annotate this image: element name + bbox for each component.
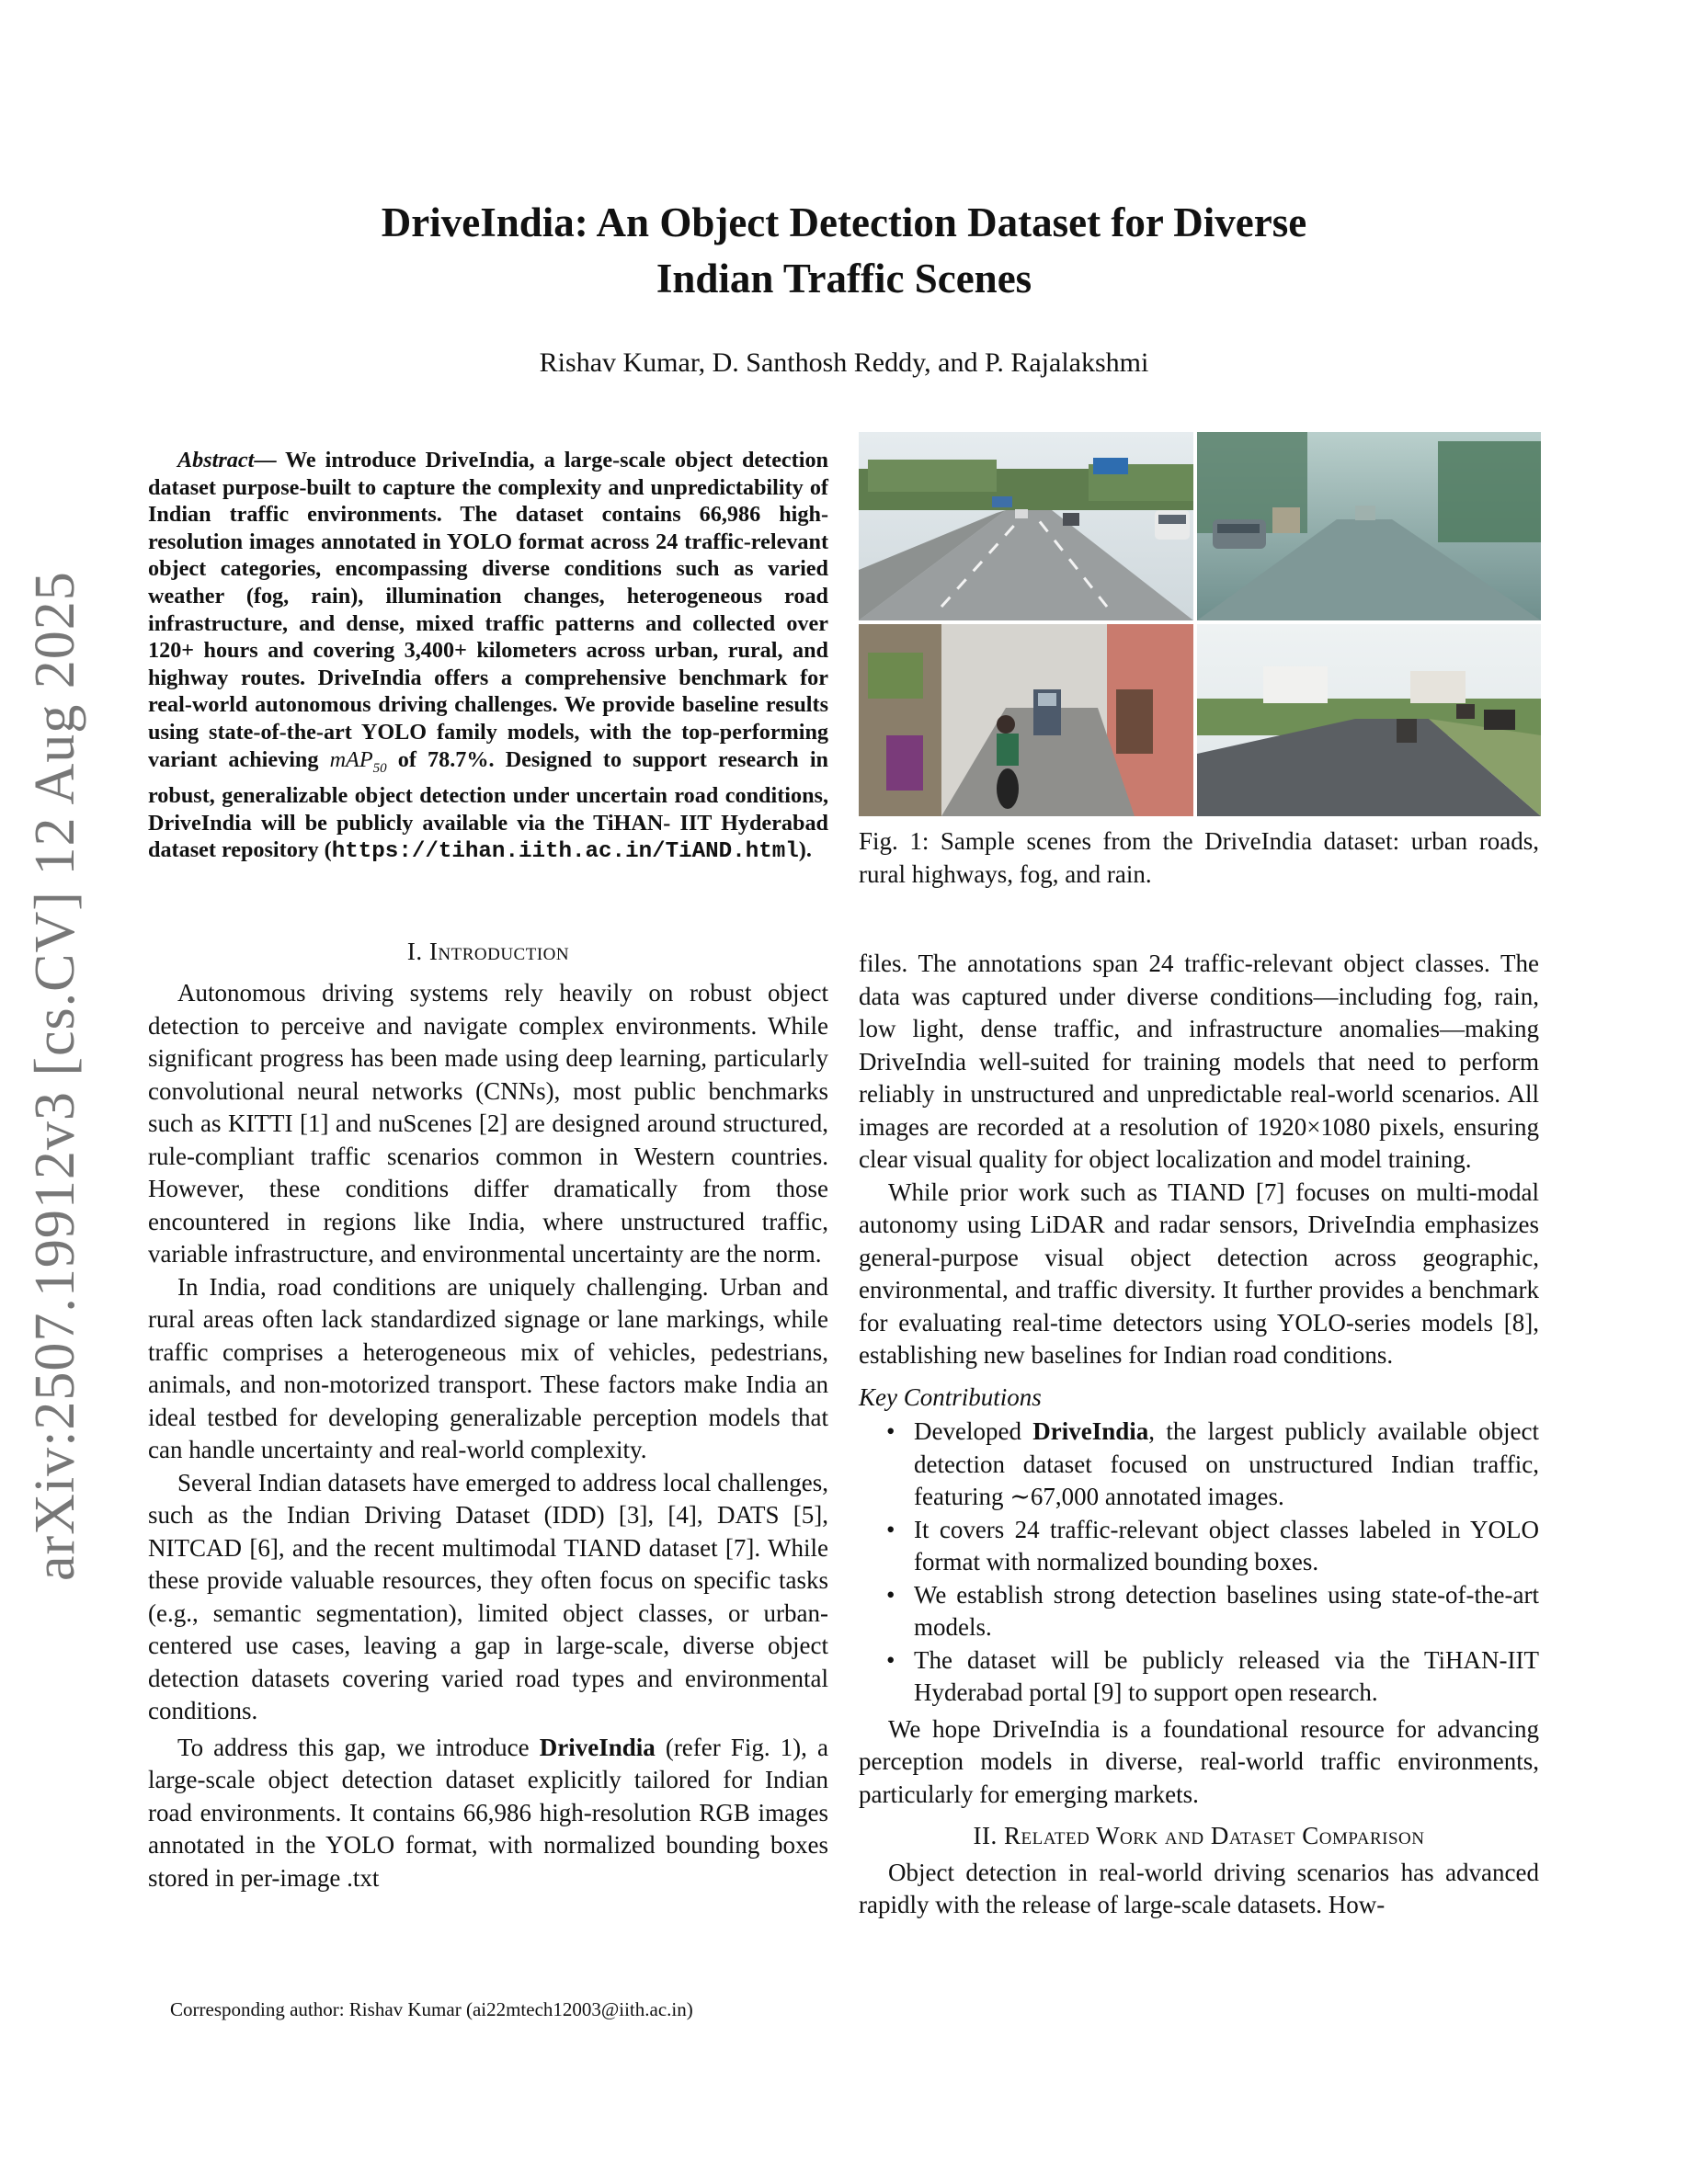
section-1-title: Introduction	[428, 938, 570, 965]
intro-paragraph-4	[148, 1732, 828, 1895]
title-line-2: Indian Traffic Scenes	[656, 256, 1032, 301]
dataset-url-link[interactable]: https://tihan.iith.ac.in/TiAND.html	[331, 839, 799, 865]
title-line-1: DriveIndia: An Object Detection Dataset for Diverse	[381, 199, 1307, 245]
p4-dataset-name: DriveIndia	[539, 1733, 656, 1761]
key-contributions-heading: Key Contributions	[859, 1382, 1042, 1411]
contribution-1-bold: DriveIndia	[1032, 1417, 1149, 1445]
contribution-item	[859, 1579, 1539, 1644]
intro-paragraph-5: files. The annotations span 24 traffic-relevant object classes. The data was captured under diverse conditions—including fog, rain, low light, dense traffic, and infrastructure anomalies—making DriveIndia well-suited for training models that need to perform reliably in unstructured and unpredictable real-world scenarios. All images are recorded at a resolution of 1920×1080 pixels, ensuring clear visual quality for object localization and model training.	[859, 950, 1539, 1173]
abstract-dash: —	[254, 448, 277, 472]
contribution-1-text-b: , the largest publicly available object detection dataset focused on unstructured Indian traffic, featuring ∼67,000 annotated images.	[914, 1417, 1540, 1510]
intro-paragraph-3: Several Indian datasets have emerged to address local challenges, such as the Indian Driving Dataset (IDD) [3], [4], DATS [5], NITCAD [6], and the recent multimodal TIAND dataset [7]. While these provide valuable resources, they often focus on specific tasks (e.g., semantic segmentation), limited object classes, or urban-centered use cases, leaving a gap in large-scale, diverse object detection datasets covering varied road types and environmental conditions.	[148, 1468, 828, 1724]
footnote: Corresponding author: Rishav Kumar (ai22mtech12003@iith.ac.in)	[170, 1998, 693, 2020]
contribution-1-text-a: Developed	[914, 1417, 1033, 1445]
section-1-number: I.	[406, 938, 423, 965]
section-2-heading	[859, 1820, 1539, 1853]
author-list: Rishav Kumar, D. Santhosh Reddy, and P. Rajalakshmi	[539, 347, 1149, 378]
paper-title	[0, 195, 1688, 307]
key-contributions-list	[859, 1416, 1539, 1710]
section-1-heading	[148, 938, 828, 966]
contribution-3-text: We establish strong detection baselines using state-of-the-art models.	[914, 1580, 1539, 1641]
intro-paragraph-2: In India, road conditions are uniquely challenging. Urban and rural areas often lack standardized signage or lane markings, while traffic comprises a heterogeneous mix of vehicles, pedestrians, animals, and non-motorized transport. These factors make India an ideal testbed for developing generalizable perception models that can handle uncertainty and real-world complexity.	[148, 1272, 828, 1463]
figure-1	[859, 432, 1541, 816]
sample-image-highway	[859, 432, 1193, 620]
abstract-text-2: of 78.7%. Designed to support research in robust, generalizable object detection under uncertain road conditions, DriveIndia will be publicly available via the TiHAN- IIT Hyderabad dataset repository (	[148, 746, 829, 863]
bullet-icon: •	[886, 1645, 895, 1674]
metric-subscript: 50	[372, 760, 387, 776]
intro-right-column	[859, 948, 1539, 1922]
contribution-item	[859, 1514, 1539, 1579]
sample-image-urban	[859, 624, 1193, 816]
abstract-metric	[329, 746, 387, 776]
metric-name: mAP	[329, 746, 373, 772]
abstract-text-1: We introduce DriveIndia, a large-scale object detection dataset purpose-built to capture the complexity and unpredictability of Indian traffic environments. The dataset contains 66,986 high-resolution images annotated in YOLO format across 24 traffic-relevant object categories, encompassing diverse conditions such as varied weather (fog, rain), illumination changes, heterogeneous road infrastructure, and dense, mixed traffic patterns and collected over 120+ hours and covering 3,400+ kilometers across urban, rural, and highway routes. DriveIndia offers a comprehensive benchmark for real-world autonomous driving challenges. We provide baseline results using state-of-the-art YOLO family models, with the top-performing variant achieving	[148, 448, 828, 772]
contributions-closing: We hope DriveIndia is a foundational resource for advancing perception models in diverse, real-world traffic environments, particularly for emerging markets.	[859, 1714, 1539, 1808]
contribution-item	[859, 1644, 1539, 1710]
intro-paragraph-1: Autonomous driving systems rely heavily on robust object detection to perceive and navigate complex environments. While significant progress has been made using deep learning, particularly convolutional neural networks (CNNs), most public benchmarks such as KITTI [1] and nuScenes [2] are designed around structured, rule-compliant traffic scenarios common in Western countries. However, these conditions differ dramatically from those encountered in regions like India, where unstructured traffic, variable infrastructure, and environmental uncertainty are the norm.	[148, 979, 828, 1268]
related-work-paragraph-1: Object detection in real-world driving scenarios has advanced rapidly with the release of large-scale datasets. How-	[859, 1858, 1539, 1918]
bullet-icon: •	[886, 1515, 895, 1543]
p4-text-c: (refer Fig. 1), a large-scale object detection dataset explicitly tailored for Indian road environments. It contains 66,986 high-resolution RGB images annotated in the YOLO format, with normalized bounding boxes stored in per-image .txt	[148, 1733, 828, 1892]
sample-image-rural	[1197, 624, 1541, 816]
p4-text-a: To address this gap, we introduce	[177, 1733, 540, 1761]
figure-1-caption: Fig. 1: Sample scenes from the DriveIndia dataset: urban roads, rural highways, fog, and rain.	[859, 827, 1539, 888]
section-2-number: II.	[973, 1822, 998, 1849]
contribution-2-text: It covers 24 traffic-relevant object classes labeled in YOLO format with normalized bounding boxes.	[914, 1515, 1539, 1575]
arxiv-stamp: arXiv:2507.19912v3 [cs.CV] 12 Aug 2025	[24, 571, 86, 1581]
contribution-4-text: The dataset will be publicly released via the TiHAN-IIT Hyderabad portal [9] to support open research.	[914, 1645, 1539, 1706]
abstract	[148, 447, 828, 866]
figure-1-image-grid	[859, 432, 1541, 816]
abstract-lead: Abstract	[177, 448, 255, 472]
abstract-text-3: ).	[798, 837, 812, 863]
bullet-icon: •	[886, 1417, 895, 1445]
intro-paragraph-6: While prior work such as TIAND [7] focuses on multi-modal autonomy using LiDAR and radar sensors, DriveIndia emphasizes general-purpose visual object detection across geographic, environmental, and traffic diversity. It further provides a benchmark for evaluating real-time detectors using YOLO-series models [8], establishing new baselines for Indian road conditions.	[859, 1177, 1539, 1369]
intro-left-column	[148, 977, 828, 1894]
sample-image-fog	[1197, 432, 1541, 620]
section-2-title: Related Work and Dataset Comparison	[1004, 1822, 1425, 1849]
bullet-icon: •	[886, 1580, 895, 1609]
contribution-item	[859, 1416, 1539, 1514]
